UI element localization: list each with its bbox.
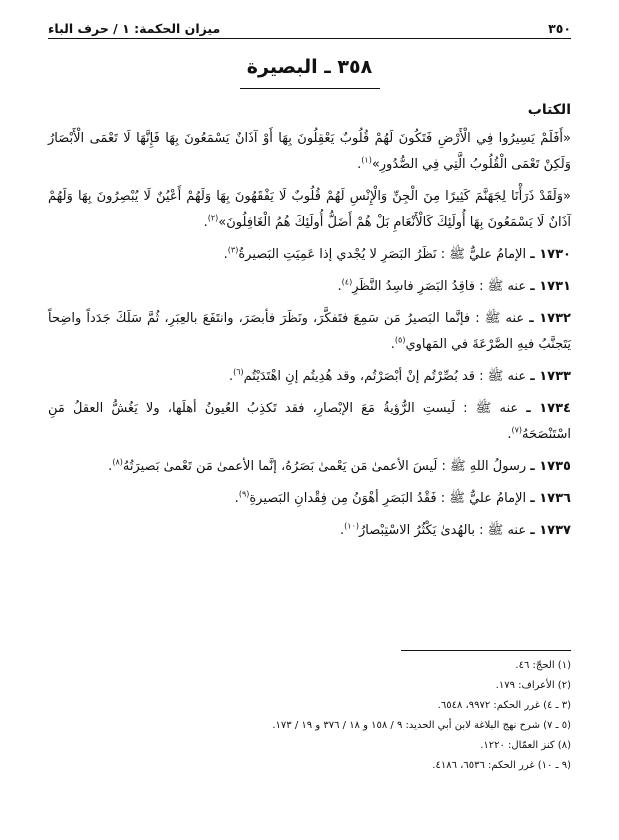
hadith-entry: ١٧٣١ ـ عنه ﷺ : فاقِدُ البَصَرِ فاسِدُ النَّظَرِ$^{(٤)}$.: [337, 277, 571, 294]
body-text: [48, 126, 571, 550]
hadith-text: عنه ﷺ : بالهُدىٰ يَكْثُرُ الاسْتِبْصارُ: [359, 523, 527, 538]
footnote: (٢) الأعراف: ١٧٩.: [495, 680, 571, 691]
hadith-text: رسولُ اللهِ ﷺ : لَيسَ الأعمىٰ مَن يَعْمىٰ بَصَرُهُ، إنَّما الأعمىٰ مَن تَعْمىٰ بَصيرَتُهُ: [122, 459, 527, 474]
footnote: (٨) كنز العمّال: ١٢٢٠.: [480, 740, 571, 751]
hadith-number: ١٧٣٦ ـ: [530, 491, 571, 506]
hadith-number: ١٧٣٥ ـ: [530, 459, 571, 474]
footnote: (٩ ـ ١٠) غرر الحكم: ٦٥٣٦، ٤١٨٦.: [432, 760, 571, 771]
hadith-text: عنه ﷺ : قد بُصِّرْتُم إنْ أبْصَرْتُم، وقد هُدِيتُم إنِ اهْتَدَيْتُم: [243, 369, 527, 384]
quran-verse: «أَفَلَمْ يَسِيرُوا فِي الْأَرْضِ فَتَكُونَ لَهُمْ قُلُوبٌ يَعْقِلُونَ بِهَا أَوْ آذَانٌ يَسْمَعُونَ بِهَا فَإِنَّهَا لَا تَعْمَى الْأَبْصَارُ وَلَكِنْ تَعْمَى الْقُلُوبُ الَّتِي فِي الصُّدُورِ»$^{(١)}$.: [48, 131, 571, 172]
footnote-ref: (٥): [394, 335, 406, 345]
page-number: ٣٥٠: [548, 21, 571, 36]
hadith-text: عنه ﷺ : لَيستِ الرُّؤيةُ مَعَ الإبْصارِ، فقد تَكذِبُ العُيونُ أهلَها، ولا يَغُشُّ العقلُ مَنِ اسْتَنْصَحَهُ: [48, 401, 571, 442]
hadith-number: ١٧٣٧ ـ: [530, 523, 571, 538]
footnote-ref: (٣): [227, 245, 239, 255]
footnotes: [48, 656, 571, 776]
footnote-rule: [401, 650, 571, 651]
hadith-number: ١٧٣٢ ـ: [529, 311, 571, 326]
hadith-number: ١٧٣٣ ـ: [530, 369, 571, 384]
hadith-entry: ١٧٣٤ ـ عنه ﷺ : لَيستِ الرُّؤيةُ مَعَ الإبْصارِ، فقد تَكذِبُ العُيونُ أهلَها، ولا يَغُشُّ العقلُ مَنِ اسْتَنْصَحَهُ$^{(٧)}$.: [48, 401, 571, 442]
running-title: ميزان الحكمة: ١ / حرف الباء: [48, 21, 221, 36]
footnote-ref: (٩): [238, 489, 250, 499]
hadith-text: عنه ﷺ : فإنَّما البَصيرُ مَن سَمِعَ فتَفكَّرَ، ونَظَرَ فأبصَرَ، وانتَفَعَ بالعِبَرِ، ثُمَّ سَلَكَ جَدَداً واضِحاً يَتَجنَّبُ فيهِ الصَّرْعَةَ في المَهاوي: [48, 311, 571, 352]
footnote-ref: (٨): [112, 457, 123, 467]
footnote-ref: (٢): [207, 213, 219, 223]
footnote-ref: (٦): [233, 367, 244, 377]
hadith-text: عنه ﷺ : فاقِدُ البَصَرِ فاسِدُ النَّظَرِ: [352, 279, 527, 294]
footnote: (٥ ـ ٧) شرح نهج البلاغة لابن أبي الحديد: ٩ / ١٥٨ و ١٨ / ٣٧٦ و ١٩ / ١٧٣.: [272, 720, 571, 731]
hadith-entry: ١٧٣٢ ـ عنه ﷺ : فإنَّما البَصيرُ مَن سَمِعَ فتَفكَّرَ، ونَظَرَ فأبصَرَ، وانتَفَعَ بالعِبَرِ، ثُمَّ سَلَكَ جَدَداً واضِحاً يَتَجنَّبُ فيهِ الصَّرْعَةَ في المَهاوي$^{(٥)}$.: [48, 311, 571, 352]
footnote-ref: (٤): [341, 277, 353, 287]
footnote-ref: (٧): [511, 425, 522, 435]
hadith-entry: ١٧٣٣ ـ عنه ﷺ : قد بُصِّرْتُم إنْ أبْصَرْتُم، وقد هُدِيتُم إنِ اهْتَدَيْتُم$^{(٦)}$.: [228, 367, 571, 384]
hadith-entry: ١٧٣٧ ـ عنه ﷺ : بالهُدىٰ يَكْثُرُ الاسْتِبْصارُ$^{(١٠)}$.: [340, 521, 571, 538]
page-header: [48, 14, 571, 36]
section-heading: الكتاب: [527, 102, 571, 118]
hadith-entry: ١٧٣٦ ـ الإمامُ عليٌّ ﷺ : فَقْدُ البَصَرِ أهْوَنُ مِن فِقْدانِ البَصيرةِ$^{(٩)}$.: [234, 489, 571, 506]
footnote-ref: (١): [361, 155, 372, 165]
hadith-text: الإمامُ عليٌّ ﷺ : نَظَرُ البَصَرِ لا يُجْدي إذا عَمِيَتِ البَصيرةُ: [238, 247, 527, 262]
footnote: (١) الحجّ: ٤٦.: [515, 660, 571, 671]
hadith-number: ١٧٣٤ ـ: [526, 401, 571, 416]
chapter-title: ٣٥٨ ـ البصيرة: [246, 56, 373, 78]
header-rule: [48, 38, 571, 39]
chapter-title-rule: [240, 88, 380, 89]
footnote: (٣ ـ ٤) غرر الحكم: ٩٩٧٢، ٦٥٤٨.: [437, 700, 571, 711]
quran-verse-text: «وَلَقَدْ ذَرَأْنَا لِجَهَنَّمَ كَثِيرًا مِنَ الْجِنِّ وَالْإِنْسِ لَهُمْ قُلُوبٌ لَا يَفْقَهُونَ بِهَا وَلَهُمْ أَعْيُنٌ لَا يُبْصِرُونَ بِهَا وَلَهُمْ آذَانٌ لَا يَسْمَعُونَ بِهَا أُولَئِكَ كَالْأَنْعَامِ بَلْ هُمْ أَضَلُّ أُولَئِكَ هُمُ الْغَافِلُونَ»: [48, 189, 571, 230]
hadith-number: ١٧٣١ ـ: [530, 279, 571, 294]
hadith-text: الإمامُ عليٌّ ﷺ : فَقْدُ البَصَرِ أهْوَنُ مِن فِقْدانِ البَصيرةِ: [249, 491, 527, 506]
hadith-entry: ١٧٣٠ ـ الإمامُ عليٌّ ﷺ : نَظَرُ البَصَرِ لا يُجْدي إذا عَمِيَتِ البَصيرةُ$^{(٣)}$.: [223, 245, 571, 262]
quran-verse-text: «أَفَلَمْ يَسِيرُوا فِي الْأَرْضِ فَتَكُونَ لَهُمْ قُلُوبٌ يَعْقِلُونَ بِهَا أَوْ آذَانٌ يَسْمَعُونَ بِهَا فَإِنَّهَا لَا تَعْمَى الْأَبْصَارُ وَلَكِنْ تَعْمَى الْقُلُوبُ الَّتِي فِي الصُّدُورِ»: [48, 131, 571, 172]
hadith-number: ١٧٣٠ ـ: [530, 247, 571, 262]
footnote-ref: (١٠): [344, 521, 360, 531]
quran-verse: «وَلَقَدْ ذَرَأْنَا لِجَهَنَّمَ كَثِيرًا مِنَ الْجِنِّ وَالْإِنْسِ لَهُمْ قُلُوبٌ لَا يَفْقَهُونَ بِهَا وَلَهُمْ أَعْيُنٌ لَا يُبْصِرُونَ بِهَا وَلَهُمْ آذَانٌ لَا يَسْمَعُونَ بِهَا أُولَئِكَ كَالْأَنْعَامِ بَلْ هُمْ أَضَلُّ أُولَئِكَ هُمُ الْغَافِلُونَ»$^{(٢)}$.: [48, 189, 571, 230]
hadith-entry: ١٧٣٥ ـ رسولُ اللهِ ﷺ : لَيسَ الأعمىٰ مَن يَعْمىٰ بَصَرُهُ، إنَّما الأعمىٰ مَن تَعْمىٰ بَصيرَتُهُ$^{(٨)}$.: [108, 457, 571, 474]
